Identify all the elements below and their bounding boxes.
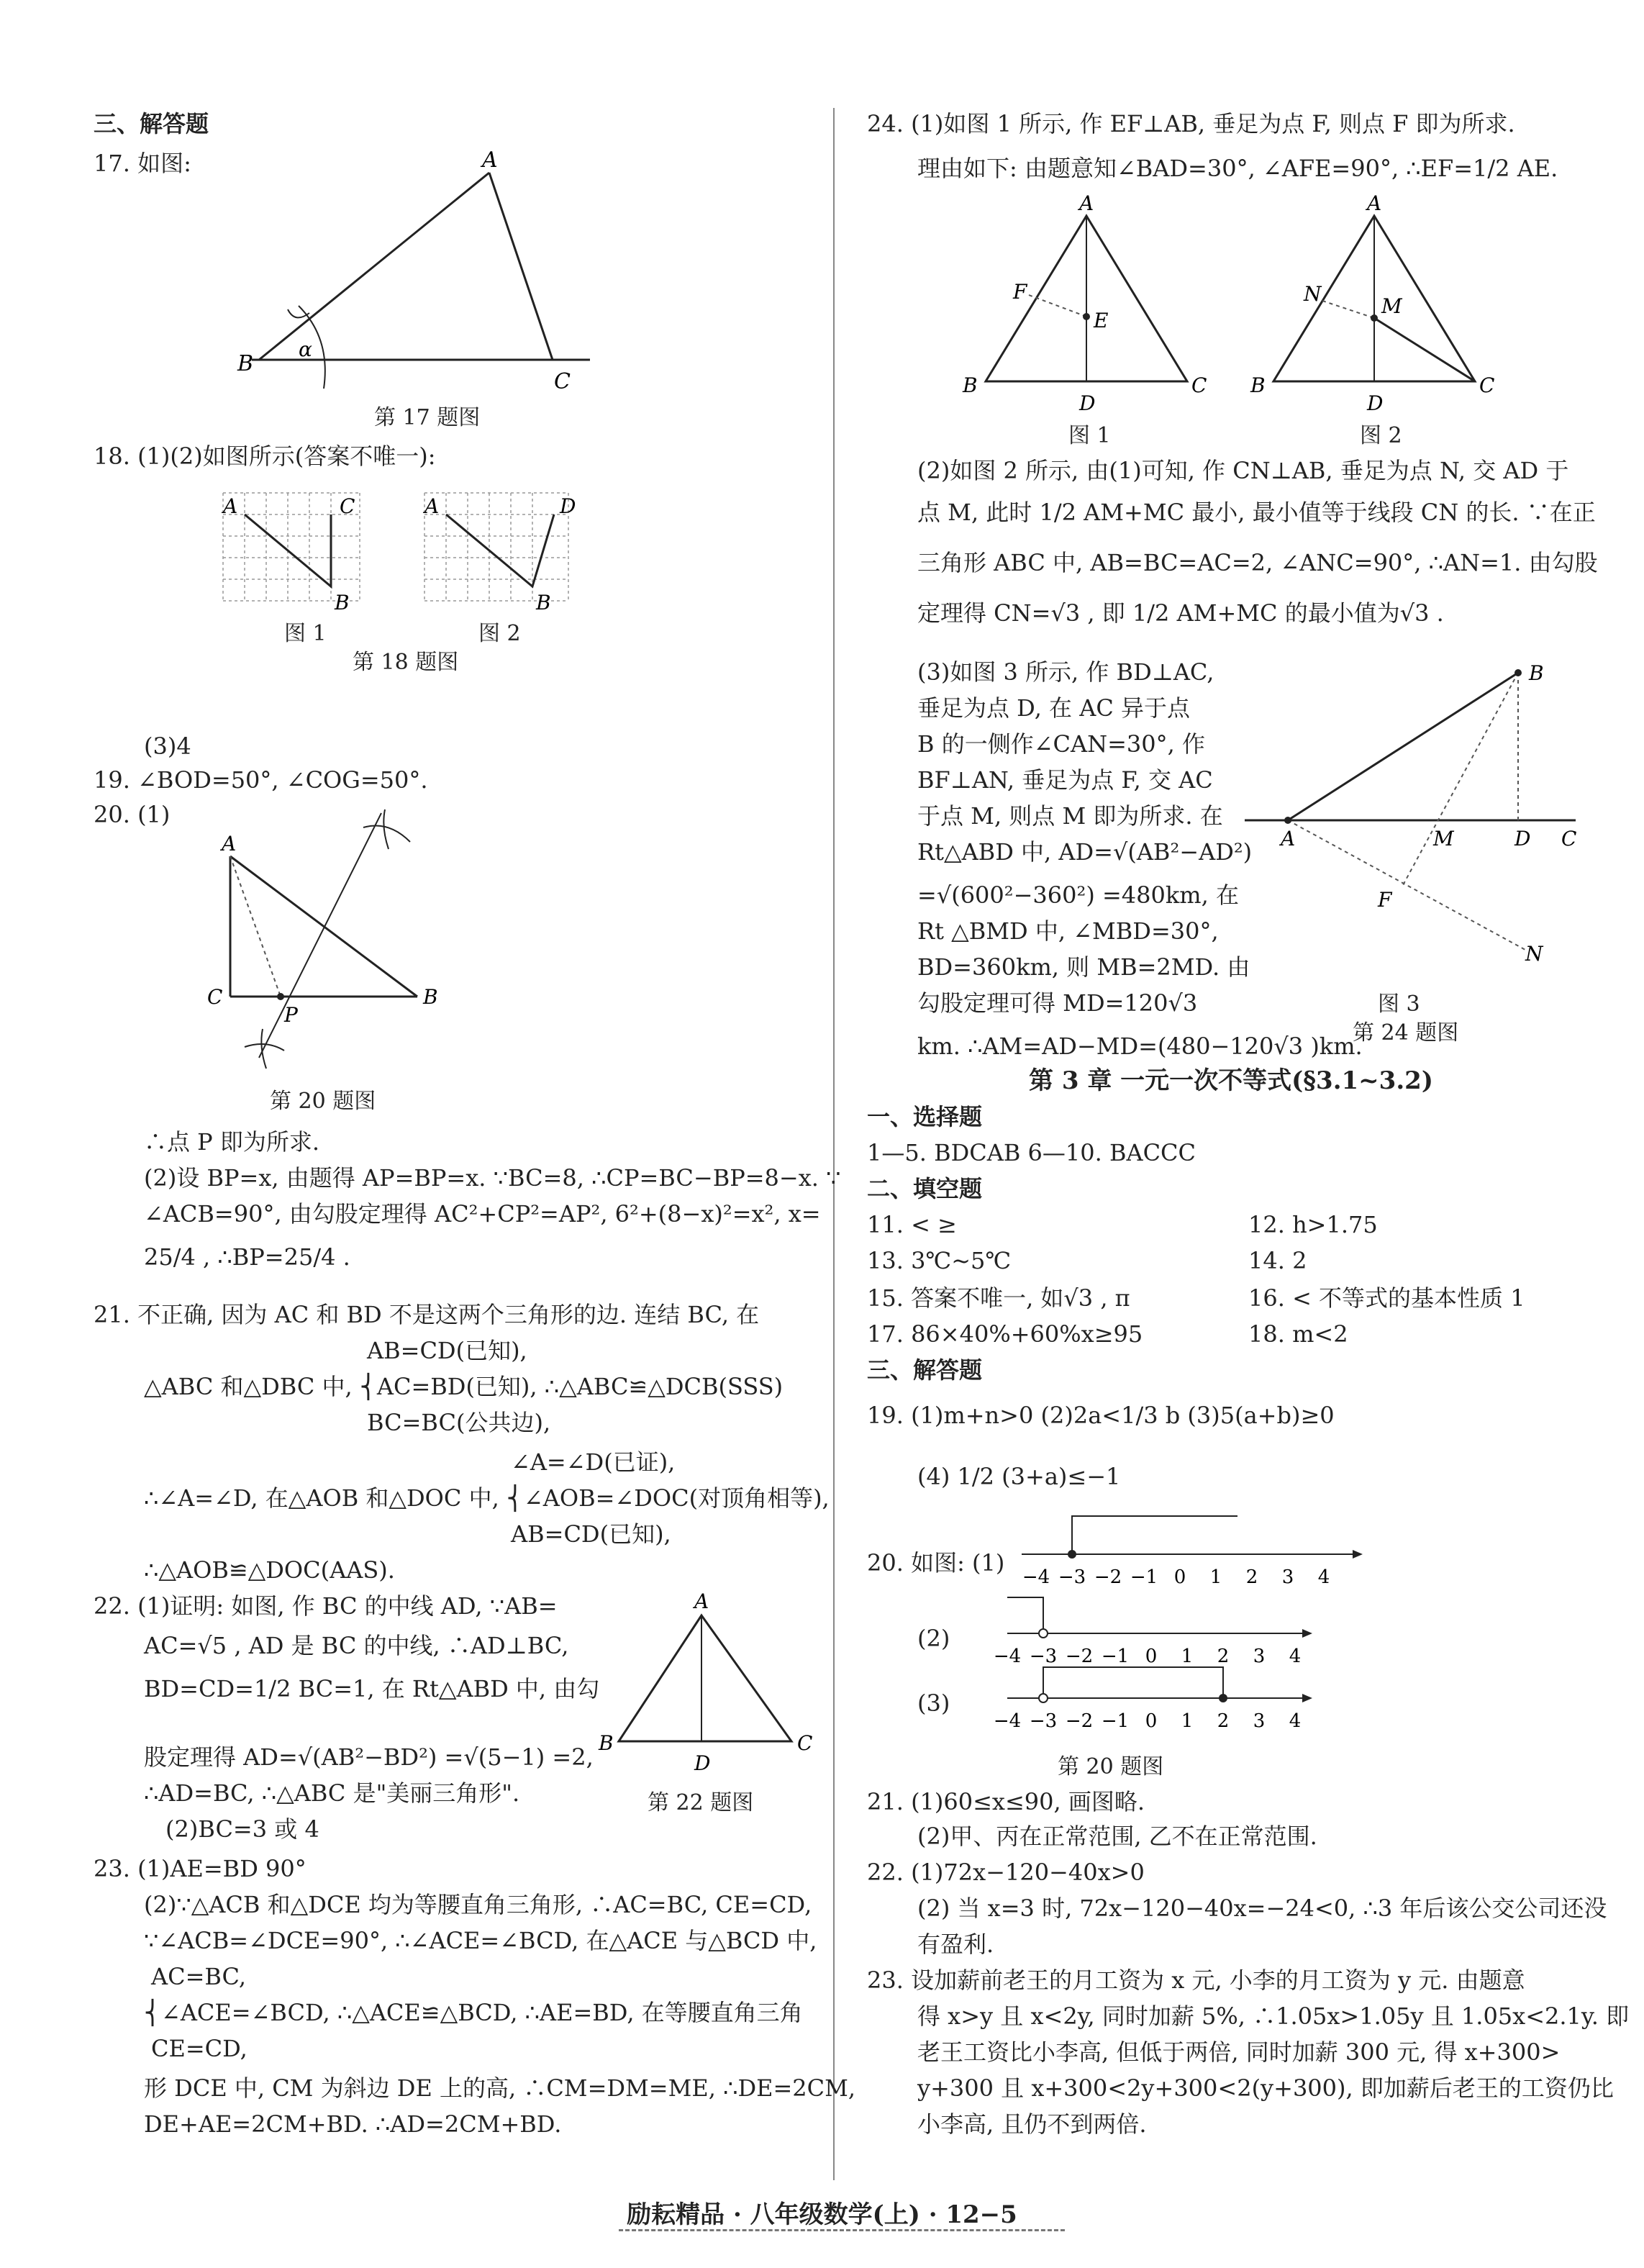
svg-text:2: 2 [1245, 1566, 1258, 1588]
q24-line-e: 三角形 ABC 中, AB=BC=AC=2, ∠ANC=90°, ∴AN=1. 由勾股 [917, 549, 1598, 576]
q24-figure1 [957, 191, 1245, 432]
svg-text:−1: −1 [1130, 1566, 1158, 1588]
label-C: C [554, 369, 571, 394]
fill-11: 11. < ≥ [867, 1211, 957, 1238]
q21-line-f: ∴∠A=∠D, 在△AOB 和△DOC 中, ⎨∠AOB=∠DOC(对顶角相等), [144, 1484, 830, 1512]
svg-text:D: D [1079, 391, 1096, 415]
svg-text:B: B [599, 1731, 614, 1755]
column-divider [833, 108, 835, 2180]
svg-text:F: F [1378, 888, 1392, 912]
q22-line-e: ∴AD=BC, ∴△ABC 是"美丽三角形". [144, 1779, 520, 1807]
svg-text:2: 2 [1217, 1710, 1230, 1732]
r23-line-a: 23. 设加薪前老王的月工资为 x 元, 小李的月工资为 y 元. 由题意 [867, 1967, 1525, 1994]
svg-text:3: 3 [1253, 1710, 1266, 1732]
svg-text:B: B [963, 373, 978, 397]
q22-line-c: BD=CD=1/2 BC=1, 在 Rt△ABD 中, 由勾 [144, 1675, 600, 1702]
svg-text:A: A [222, 832, 237, 856]
r21-line-b: (2)甲、丙在正常范围, 乙不在正常范围. [917, 1823, 1317, 1850]
q19-text: 19. ∠BOD=50°, ∠COG=50°. [94, 766, 428, 794]
svg-text:−4: −4 [1022, 1566, 1050, 1588]
svg-text:0: 0 [1145, 1710, 1158, 1732]
section-heading-solve: 三、解答题 [867, 1356, 983, 1384]
svg-text:3: 3 [1281, 1566, 1294, 1588]
fig-label-1: 图 1 [1068, 423, 1111, 448]
q24-line-b: 理由如下: 由题意知∠BAD=30°, ∠AFE=90°, ∴EF=1/2 AE. [917, 155, 1558, 182]
q18-text: 18. (1)(2)如图所示(答案不唯一): [94, 443, 436, 470]
svg-text:A: A [694, 1589, 709, 1613]
q17-text: 17. 如图: [94, 150, 191, 177]
q23-line-d: AC=BC, [151, 1963, 247, 1990]
svg-text:P: P [284, 1003, 298, 1027]
svg-text:−1: −1 [1101, 1646, 1130, 1667]
svg-text:1: 1 [1181, 1646, 1194, 1667]
fill-17: 17. 86×40%+60%x≥95 [867, 1320, 1143, 1348]
r21-line-a: 21. (1)60≤x≤90, 画图略. [867, 1788, 1145, 1815]
caption-22: 第 22 题图 [648, 1790, 754, 1815]
r19-line-a: 19. (1)m+n>0 (2)2a<1/3 b (3)5(a+b)≥0 [867, 1402, 1335, 1429]
fill-15: 15. 答案不唯一, 如√3 , π [867, 1284, 1130, 1312]
q24-line-f: 定理得 CN=√3 , 即 1/2 AM+MC 的最小值为√3 . [917, 599, 1444, 627]
q24-figure2 [1245, 191, 1532, 432]
svg-text:C: C [340, 494, 355, 518]
q24-line-l: Rt△ABD 中, AD=√(AB²−AD²) [917, 838, 1253, 866]
q22-line-a: 22. (1)证明: 如图, 作 BC 的中线 AD, ∵AB= [94, 1592, 558, 1620]
svg-text:C: C [797, 1731, 813, 1755]
fill-14: 14. 2 [1248, 1247, 1307, 1274]
q21-line-c: △ABC 和△DBC 中, ⎨AC=BD(已知), ∴△ABC≌△DCB(SSS) [144, 1373, 784, 1400]
svg-text:C: C [1561, 827, 1577, 850]
svg-text:B: B [536, 591, 551, 614]
q21-line-b: AB=CD(已知), [367, 1337, 527, 1364]
svg-text:A: A [424, 494, 440, 518]
q24-line-k: 于点 M, 则点 M 即为所求. 在 [917, 802, 1223, 830]
r22-line-a: 22. (1)72x−120−40x>0 [867, 1859, 1145, 1886]
q23-line-g: 形 DCE 中, CM 为斜边 DE 上的高, ∴CM=DM=ME, ∴DE=2CM, [144, 2074, 856, 2102]
q22-line-b: AC=√5 , AD 是 BC 的中线, ∴AD⊥BC, [144, 1632, 569, 1659]
svg-text:B: B [1250, 373, 1266, 397]
q22-line-f: (2)BC=3 或 4 [165, 1815, 319, 1843]
page-footer: 励耘精品 · 八年级数学(上) · 12−5 [627, 2200, 1017, 2229]
q23-line-f: CE=CD, [151, 2035, 247, 2062]
q20-line-b: (2)设 BP=x, 由题得 AP=BP=x. ∵BC=8, ∴CP=BC−BP=8−x. ∵ [144, 1164, 841, 1192]
r23-line-b: 得 x>y 且 x<2y, 同时加薪 5%, ∴1.05x>1.05y 且 1.05x<2.1y. 即 [917, 2002, 1630, 2030]
footer-rule [619, 2229, 1065, 2231]
r19-line-b: (4) 1/2 (3+a)≤−1 [917, 1463, 1121, 1490]
svg-text:−4: −4 [993, 1710, 1022, 1732]
svg-text:C: C [207, 985, 223, 1009]
svg-text:F: F [1013, 280, 1027, 304]
r22-line-c: 有盈利. [917, 1931, 994, 1958]
svg-text:1: 1 [1209, 1566, 1222, 1588]
q24-line-h: 垂足为点 D, 在 AC 异于点 [917, 694, 1190, 722]
svg-text:N: N [1525, 942, 1543, 966]
choice-answers: 1—5. BDCAB 6—10. BACCC [867, 1139, 1196, 1166]
section-heading: 三、解答题 [94, 110, 209, 137]
svg-text:4: 4 [1317, 1566, 1330, 1588]
svg-text:−2: −2 [1094, 1566, 1122, 1588]
q21-line-d: BC=BC(公共边), [367, 1409, 551, 1436]
q23-line-h: DE+AE=2CM+BD. ∴AD=2CM+BD. [144, 2110, 562, 2138]
q21-line-a: 21. 不正确, 因为 AC 和 BD 不是这两个三角形的边. 连结 BC, 在 [94, 1301, 760, 1328]
q20-text: 20. (1) [94, 801, 171, 828]
q23-line-b: (2)∵△ACB 和△DCE 均为等腰直角三角形, ∴AC=BC, CE=CD, [144, 1891, 812, 1918]
label-B: B [237, 351, 254, 376]
svg-text:A: A [223, 494, 238, 518]
q20-figure [201, 791, 504, 1079]
q24-line-p: 勾股定理可得 MD=120√3 [917, 989, 1198, 1017]
r20-label-2: (2) [917, 1625, 950, 1652]
svg-text:−2: −2 [1065, 1646, 1094, 1667]
q17-figure [237, 148, 597, 396]
q23-line-c: ∵∠ACB=∠DCE=90°, ∴∠ACE=∠BCD, 在△ACE 与△BCD 中, [144, 1927, 817, 1954]
caption-17: 第 17 题图 [374, 405, 481, 430]
svg-text:D: D [694, 1751, 711, 1775]
q18-part3: (3)4 [144, 732, 191, 760]
q24-line-i: B 的一侧作∠CAN=30°, 作 [917, 730, 1205, 758]
chapter-title: 第 3 章 一元一次不等式(§3.1~3.2) [1029, 1066, 1433, 1095]
q24-line-g: (3)如图 3 所示, 作 BD⊥AC, [917, 658, 1214, 686]
q24-line-a: 24. (1)如图 1 所示, 作 EF⊥AB, 垂足为点 F, 则点 F 即为所求. [867, 110, 1515, 137]
caption-18: 第 18 题图 [353, 650, 459, 675]
section-heading-choice: 一、选择题 [867, 1103, 983, 1130]
q18-figures [216, 486, 604, 615]
caption-20-right: 第 20 题图 [1058, 1754, 1164, 1779]
svg-text:C: C [1479, 373, 1495, 397]
r23-line-c: 老王工资比小李高, 但低于两倍, 同时加薪 300 元, 得 x+300> [917, 2038, 1561, 2066]
number-lines [993, 1507, 1381, 1759]
q24-line-m: =√(600²−360²) =480km, 在 [917, 881, 1239, 909]
fig1-label: 图 1 [284, 621, 327, 646]
svg-text:−2: −2 [1065, 1710, 1094, 1732]
r23-line-d: y+300 且 x+300<2y+300<2(y+300), 即加薪后老王的工资仍比 [917, 2074, 1614, 2102]
q21-line-e: ∠A=∠D(已证), [511, 1448, 676, 1476]
svg-text:N: N [1304, 282, 1322, 306]
section-heading-fill: 二、填空题 [867, 1175, 983, 1202]
q24-line-n: Rt △BMD 中, ∠MBD=30°, [917, 917, 1219, 945]
svg-text:1: 1 [1181, 1710, 1194, 1732]
label-A: A [482, 148, 498, 173]
svg-text:3: 3 [1253, 1646, 1266, 1667]
svg-text:E: E [1094, 309, 1109, 332]
r22-line-b: (2) 当 x=3 时, 72x−120−40x=−24<0, ∴3 年后该公交公司还没 [917, 1895, 1607, 1922]
svg-text:A: A [1281, 827, 1296, 850]
svg-text:4: 4 [1289, 1646, 1302, 1667]
q24-line-j: BF⊥AN, 垂足为点 F, 交 AC [917, 766, 1213, 794]
fill-18: 18. m<2 [1248, 1320, 1348, 1348]
fig2-label: 图 2 [478, 621, 521, 646]
q21-line-g: AB=CD(已知), [511, 1520, 671, 1548]
svg-text:B: B [423, 985, 438, 1009]
svg-text:M: M [1381, 294, 1402, 318]
svg-text:0: 0 [1173, 1566, 1186, 1588]
svg-text:C: C [1191, 373, 1207, 397]
svg-text:A: A [1367, 191, 1382, 215]
q24-figure3 [1237, 662, 1583, 971]
svg-text:−3: −3 [1029, 1710, 1058, 1732]
svg-text:−4: −4 [993, 1646, 1022, 1667]
svg-text:B: B [1529, 661, 1544, 685]
svg-text:D: D [560, 494, 576, 518]
caption-20: 第 20 题图 [270, 1089, 376, 1114]
svg-text:2: 2 [1217, 1646, 1230, 1667]
fill-13: 13. 3℃~5℃ [867, 1247, 1012, 1274]
q23-line-a: 23. (1)AE=BD 90° [94, 1855, 306, 1882]
svg-text:−3: −3 [1029, 1646, 1058, 1667]
q24-line-d: 点 M, 此时 1/2 AM+MC 最小, 最小值等于线段 CN 的长. ∵在正 [917, 499, 1596, 526]
q23-line-e: ⎨∠ACE=∠BCD, ∴△ACE≌△BCD, ∴AE=BD, 在等腰直角三角 [144, 1999, 803, 2026]
q24-line-o: BD=360km, 则 MB=2MD. 由 [917, 953, 1250, 981]
r23-line-e: 小李高, 且仍不到两倍. [917, 2110, 1147, 2138]
fill-16: 16. < 不等式的基本性质 1 [1248, 1284, 1525, 1312]
caption-24: 第 24 题图 [1353, 1020, 1459, 1045]
q20-line-d: 25/4 , ∴BP=25/4 . [144, 1243, 350, 1271]
r20-label-1: 20. 如图: (1) [867, 1549, 1005, 1577]
q22-figure [597, 1590, 827, 1777]
svg-text:−3: −3 [1058, 1566, 1086, 1588]
svg-text:4: 4 [1289, 1710, 1302, 1732]
q20-line-a: ∴点 P 即为所求. [144, 1128, 320, 1156]
svg-text:B: B [335, 591, 350, 614]
q21-line-h: ∴△AOB≌△DOC(AAS). [144, 1556, 395, 1584]
q24-line-c: (2)如图 2 所示, 由(1)可知, 作 CN⊥AB, 垂足为点 N, 交 AD 于 [917, 457, 1569, 484]
q24-line-q: km. ∴AM=AD−MD=(480−120√3 )km. [917, 1033, 1363, 1060]
svg-text:D: D [1514, 827, 1531, 850]
fig-label-2: 图 2 [1360, 423, 1402, 448]
svg-text:M: M [1433, 827, 1454, 850]
q20-line-c: ∠ACB=90°, 由勾股定理得 AC²+CP²=AP², 6²+(8−x)²=x², x= [144, 1200, 821, 1228]
svg-text:−1: −1 [1101, 1710, 1130, 1732]
fill-12: 12. h>1.75 [1248, 1211, 1378, 1238]
svg-text:D: D [1367, 391, 1384, 415]
svg-text:0: 0 [1145, 1646, 1158, 1667]
svg-text:A: A [1079, 191, 1094, 215]
label-alpha: α [299, 337, 312, 361]
fig-label-3: 图 3 [1378, 992, 1420, 1017]
q22-line-d: 股定理得 AD=√(AB²−BD²) =√(5−1) =2, [144, 1743, 594, 1771]
r20-label-3: (3) [917, 1689, 950, 1717]
